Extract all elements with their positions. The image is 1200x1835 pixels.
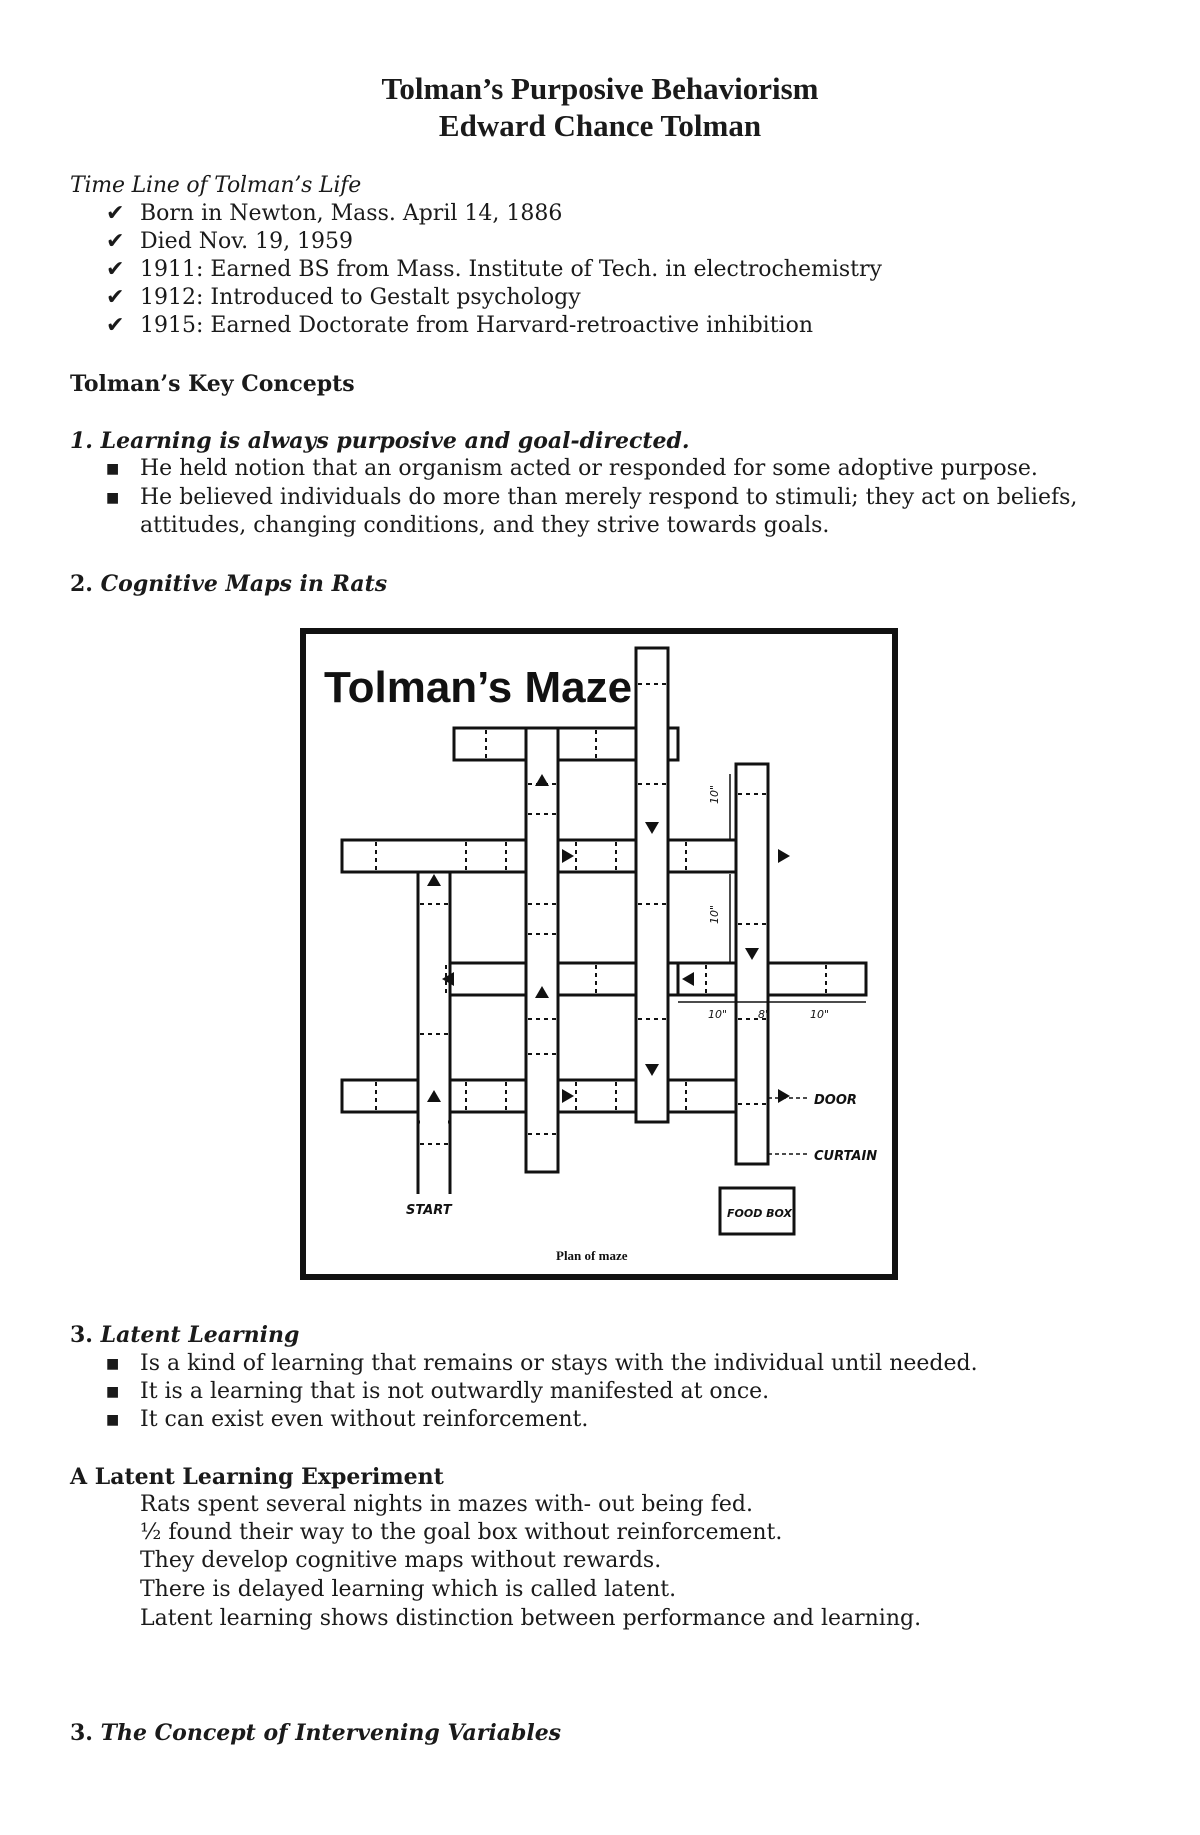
concept2-title: Cognitive Maps in Rats <box>100 571 388 597</box>
door-label: DOOR <box>814 1093 857 1108</box>
maze-title: Tolman’s Maze <box>324 663 633 712</box>
dim-label: 10" <box>708 784 721 804</box>
bullet-icon: ■ <box>106 490 120 506</box>
bullet-icon: ■ <box>106 1384 120 1400</box>
concept1-heading: 1. Learning is always purposive and goal-directed. <box>70 428 690 454</box>
bullet-text: It is a learning that is not outwardly manifested at once. <box>140 1379 770 1404</box>
timeline-item-text: 1911: Earned BS from Mass. Institute of Tech. in electrochemistry <box>140 257 882 282</box>
dim-label: 10" <box>708 1008 728 1021</box>
timeline-item <box>106 228 353 256</box>
concept2-number: 2. <box>70 571 93 597</box>
concept2-heading <box>70 570 387 598</box>
page-subtitle: Edward Chance Tolman <box>438 108 762 143</box>
bullet-icon: ■ <box>106 1356 120 1372</box>
concept3-number: 3. <box>70 1322 93 1348</box>
dim-label: 10" <box>810 1008 830 1021</box>
timeline-item-text: 1915: Earned Doctorate from Harvard-retroactive inhibition <box>140 313 813 338</box>
checkmark-icon: ✔ <box>106 257 125 282</box>
timeline-item <box>106 312 813 340</box>
concept4-title: The Concept of Intervening Variables <box>100 1720 562 1746</box>
checkmark-icon: ✔ <box>106 201 125 226</box>
experiment-line: They develop cognitive maps without rewards. <box>140 1548 662 1573</box>
maze-figure <box>300 628 898 1280</box>
curtain-label: CURTAIN <box>814 1149 878 1164</box>
bullet-icon: ■ <box>106 1412 120 1428</box>
corridor-v3 <box>636 648 668 1122</box>
dim-label: 10" <box>708 904 721 924</box>
experiment-line: There is delayed learning which is called latent. <box>140 1577 677 1602</box>
timeline-item-text: 1912: Introduced to Gestalt psychology <box>140 285 581 310</box>
timeline-heading: Time Line of Tolman’s Life <box>70 173 362 198</box>
page-title: Tolman’s Purposive Behaviorism <box>381 71 819 106</box>
concept4-heading <box>70 1719 561 1747</box>
checkmark-icon: ✔ <box>106 285 125 310</box>
start-label: START <box>406 1203 452 1218</box>
bullet-text: He believed individuals do more than merely respond to stimuli; they act on beliefs, attitudes, changing conditions, and they strive towards goals. <box>140 485 1078 538</box>
concept3-title: Latent Learning <box>100 1322 300 1348</box>
experiment-line: Latent learning shows distinction between performance and learning. <box>140 1606 922 1631</box>
bullet-text: He held notion that an organism acted or responded for some adoptive purpose. <box>140 456 1038 481</box>
timeline-item-text: Died Nov. 19, 1959 <box>140 229 354 254</box>
timeline-item <box>106 284 581 312</box>
key-concepts-heading: Tolman’s Key Concepts <box>70 371 355 397</box>
dim-label: 8" <box>758 1008 771 1021</box>
bullet-text: It can exist even without reinforcement. <box>140 1407 589 1432</box>
timeline-item-text: Born in Newton, Mass. April 14, 1886 <box>140 201 563 226</box>
experiment-line: ½ found their way to the goal box without reinforcement. <box>140 1520 783 1545</box>
bullet-text: Is a kind of learning that remains or stays with the individual until needed. <box>140 1351 978 1376</box>
food-box-label: FOOD BOX <box>727 1207 793 1220</box>
timeline-item <box>106 200 562 228</box>
bullet-icon: ■ <box>106 461 120 477</box>
experiment-heading: A Latent Learning Experiment <box>70 1464 444 1490</box>
experiment-line: Rats spent several nights in mazes with- out being fed. <box>140 1492 753 1517</box>
concept3-heading <box>70 1321 299 1349</box>
maze-diagram <box>306 634 892 1274</box>
concept4-number: 3. <box>70 1720 93 1746</box>
checkmark-icon: ✔ <box>106 229 125 254</box>
checkmark-icon: ✔ <box>106 313 125 338</box>
timeline-item <box>106 256 882 284</box>
maze-caption: Plan of maze <box>556 1248 628 1263</box>
